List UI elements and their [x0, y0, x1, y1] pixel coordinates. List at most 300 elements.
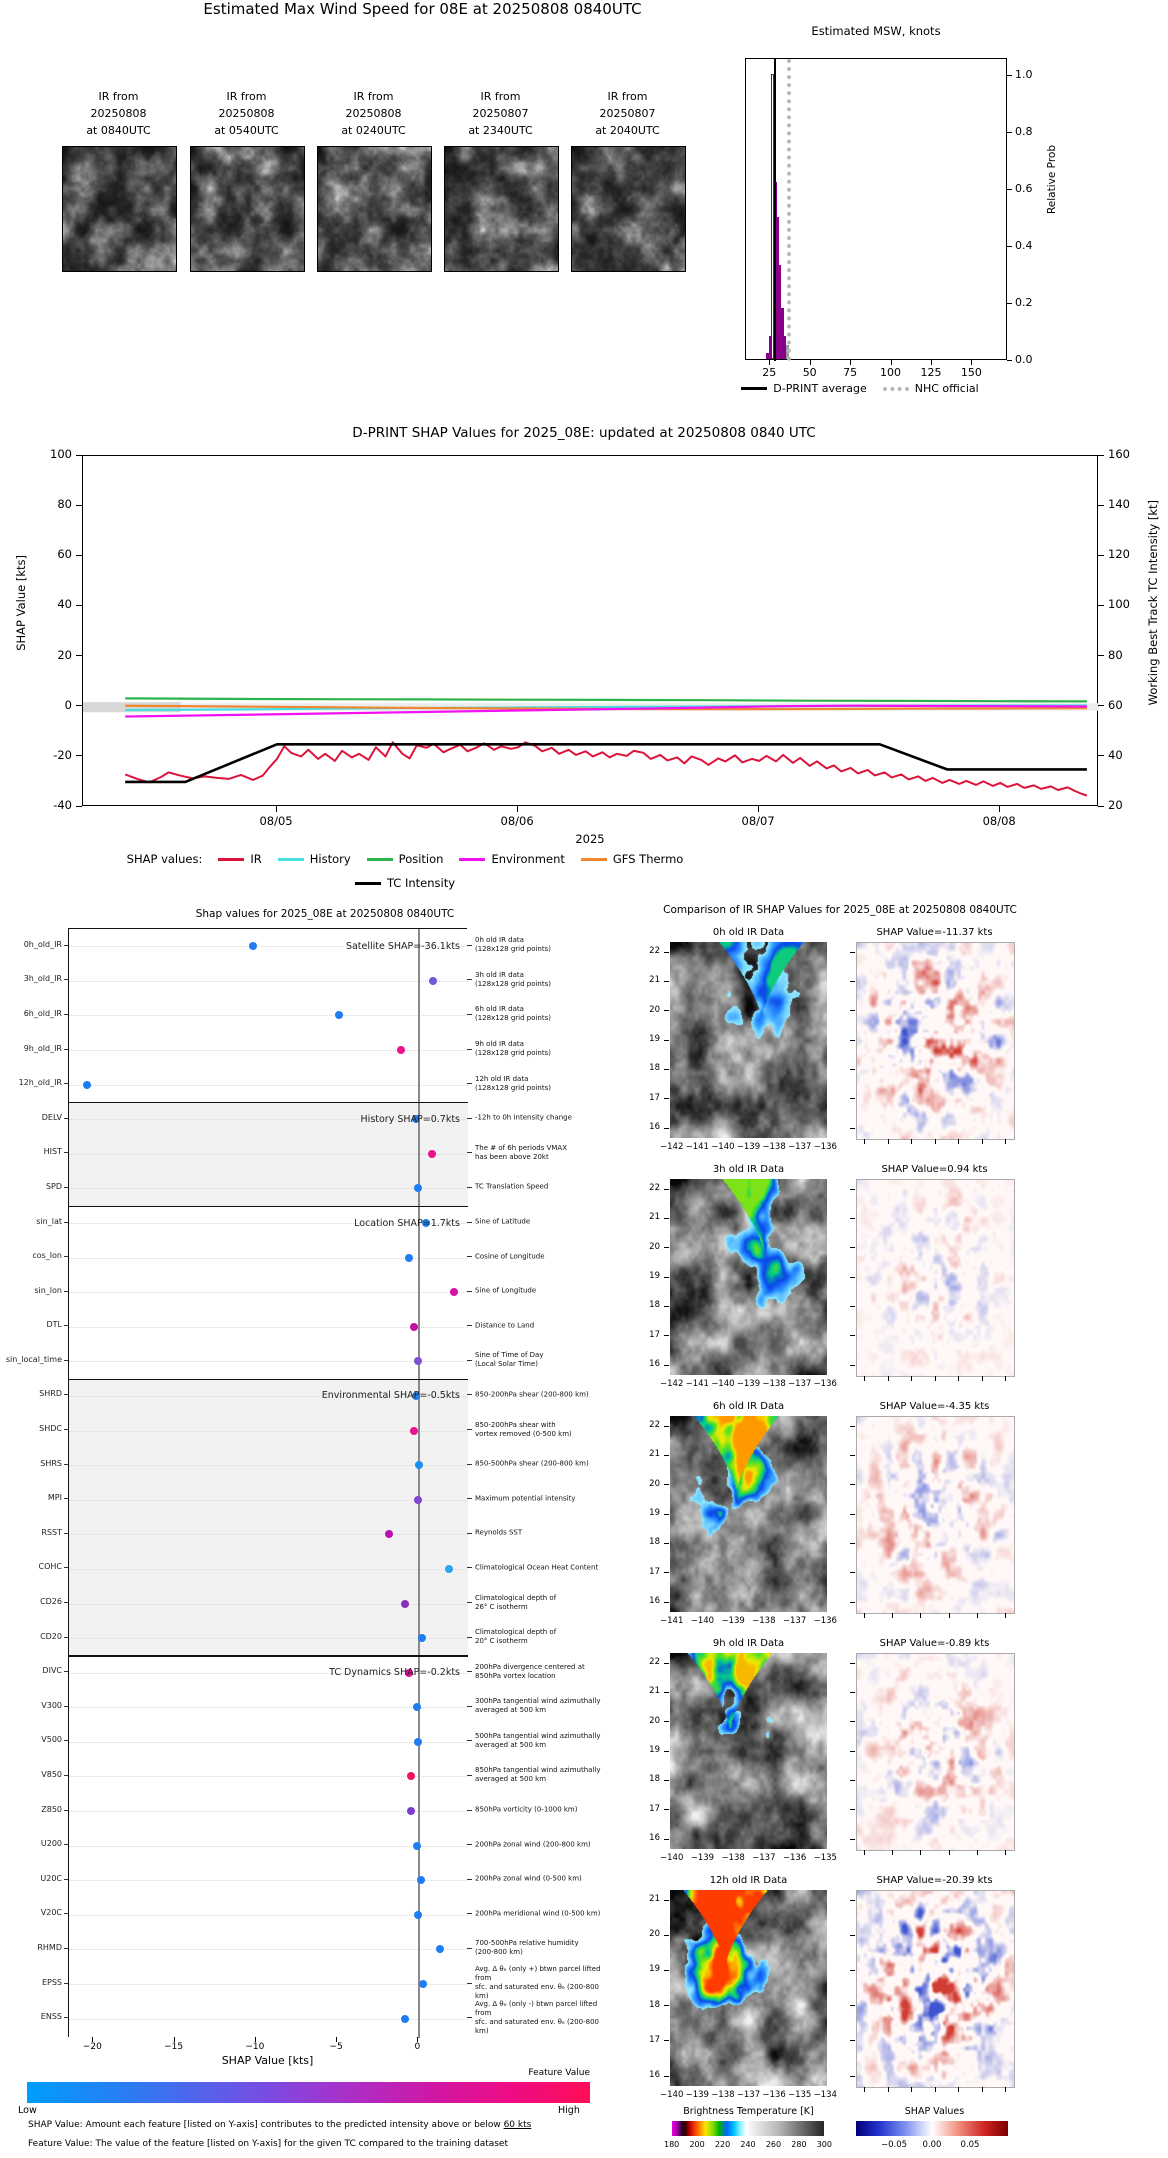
longitude-tick-label: −138 — [762, 1379, 786, 1389]
dotplot-xtick-label: 0 — [414, 2042, 421, 2052]
longitude-tick-label: −139 — [690, 1853, 715, 1863]
histogram-xtick-mark — [769, 360, 770, 365]
feature-description-line: 3h old IR data — [475, 970, 524, 979]
feature-description-line: 26° C isotherm — [475, 1602, 528, 1611]
feature-description-line: Cosine of Longitude — [475, 1252, 545, 1261]
shap-ytick-mark — [850, 1721, 855, 1722]
longitude-tick-labels — [660, 1142, 837, 1152]
row-gridline — [69, 1569, 468, 1570]
feature-description-line: 0h old IR data — [475, 936, 524, 945]
shap-xtick-mark — [1005, 1850, 1006, 1855]
shap-dot — [397, 1046, 405, 1054]
timeseries-plot — [82, 455, 1098, 806]
section-divider — [69, 1379, 468, 1381]
latitude-tick-mark — [664, 1306, 669, 1307]
feature-description — [475, 1287, 605, 1296]
shap-xtick-mark — [958, 1139, 959, 1144]
shap-xtick-mark — [1005, 1613, 1006, 1618]
row-gridline — [69, 1327, 468, 1328]
shap-row-title: SHAP Value=-20.39 kts — [876, 1875, 993, 1886]
longitude-tick-labels — [660, 1853, 837, 1863]
ir-thumbnail-image — [317, 146, 432, 272]
feature-description — [475, 1252, 605, 1261]
ts-ytick-right-mark — [1098, 455, 1104, 456]
shap-xtick-mark — [911, 1139, 912, 1144]
ts-ytick-right-label: 60 — [1108, 697, 1123, 712]
shap-ytick-mark — [850, 1069, 855, 1070]
longitude-tick-label: −136 — [813, 1616, 837, 1626]
ts-ytick-right-label: 100 — [1108, 597, 1130, 612]
histogram-xtick-mark — [810, 360, 811, 365]
ir-row-title: 3h old IR Data — [712, 1164, 785, 1175]
shap-ytick-mark — [850, 1189, 855, 1190]
legend-swatch — [581, 858, 607, 861]
ts-xtick-mark — [758, 806, 759, 812]
feature-description — [475, 1697, 605, 1715]
legend-item — [355, 876, 455, 890]
feature-description — [475, 1909, 605, 1918]
shap-ytick-mark — [850, 1900, 855, 1901]
longitude-tick-label: −141 — [660, 1616, 684, 1626]
feature-description-line: 9h old IR data — [475, 1040, 524, 1049]
feature-description — [475, 1321, 605, 1330]
row-gridline — [69, 1431, 468, 1432]
longitude-tick-label: −134 — [813, 2090, 837, 2100]
shap-xtick-mark — [892, 1850, 893, 1855]
section-header: History SHAP=0.7kts — [360, 1113, 460, 1125]
longitude-tick-label: −140 — [711, 1142, 735, 1152]
row-gridline — [69, 1742, 468, 1743]
comparison-title: Comparison of IR SHAP Values for 2025_08E at 20250808 0840UTC — [663, 904, 1017, 916]
latitude-tick-mark — [664, 1514, 669, 1515]
latitude-tick-mark — [664, 981, 669, 982]
feature-description-line: 700-500hPa relative humidity — [475, 1939, 579, 1948]
legend-label: GFS Thermo — [612, 852, 684, 866]
shap-dot — [414, 1738, 422, 1746]
histogram-ytick-mark — [1007, 303, 1012, 304]
feature-description — [475, 1628, 605, 1646]
feature-tick-mark — [64, 1671, 68, 1672]
longitude-tick-label: −139 — [685, 2090, 709, 2100]
shap-ytick-mark — [850, 1455, 855, 1456]
feature-tick-mark — [64, 1879, 68, 1880]
timeseries-ylabel-left: SHAP Value [kts] — [14, 555, 28, 651]
longitude-tick-label: −136 — [813, 1379, 837, 1389]
section-background — [69, 1655, 468, 2038]
dotplot-xtick-label: −20 — [82, 2042, 102, 2052]
feature-tick-mark — [64, 1983, 68, 1984]
ts-ytick-right-label: 120 — [1108, 547, 1130, 562]
legend-swatch — [355, 882, 381, 885]
shap-xtick-mark — [1005, 1139, 1006, 1144]
feature-description — [475, 1005, 605, 1023]
ts-ytick-left-mark — [76, 655, 82, 656]
latitude-tick-mark — [664, 2076, 669, 2077]
latitude-tick-label: 16 — [649, 1596, 660, 1606]
caption-line: 20250808 — [90, 107, 147, 120]
row-gridline — [69, 1465, 468, 1466]
shap-xtick-mark — [864, 1376, 865, 1381]
feature-label: RSST — [41, 1527, 62, 1537]
timeseries-xlabel: 2025 — [575, 832, 605, 846]
histogram-ytick-mark — [1007, 246, 1012, 247]
feature-description — [475, 1460, 605, 1469]
latitude-tick-label: 20 — [649, 1929, 660, 1940]
feature-description — [475, 1494, 605, 1503]
ts-ytick-left-label: -20 — [53, 747, 72, 762]
shap-row-title: SHAP Value=0.94 kts — [881, 1164, 988, 1175]
caption-line: IR from — [480, 90, 521, 103]
latitude-tick-mark — [664, 1721, 669, 1722]
feature-description — [475, 1040, 605, 1058]
ts-ytick-left-mark — [76, 505, 82, 506]
legend-swatch — [278, 858, 304, 861]
feature-value-colorbar — [27, 2082, 590, 2103]
feature-tick-mark — [64, 1360, 68, 1361]
feature-description-line: 850hPa vortex location — [475, 1671, 556, 1680]
ir-thumbnail-image — [571, 146, 686, 272]
ts-ytick-left-label: 40 — [57, 597, 72, 612]
caption-line: at 2340UTC — [468, 124, 533, 137]
shap-xtick-mark — [982, 1376, 983, 1381]
ts-ytick-right-mark — [1098, 505, 1104, 506]
ir-thumbnail-caption — [571, 88, 684, 139]
shap-ytick-mark — [850, 1543, 855, 1544]
feature-description-line: TC Translation Speed — [475, 1182, 549, 1191]
feature-label: sin_lat — [36, 1216, 62, 1226]
latitude-tick-label: 22 — [649, 1420, 660, 1430]
histogram-ytick-mark — [1007, 189, 1012, 190]
shap-ytick-mark — [850, 1935, 855, 1936]
histogram-ytick-mark — [1007, 360, 1012, 361]
ir-row-title: 9h old IR Data — [712, 1638, 785, 1649]
ts-ytick-right-label: 40 — [1108, 747, 1123, 762]
feature-description-line: 300hPa tangential wind azimuthally — [475, 1697, 601, 1706]
feature-description-line: 850hPa tangential wind azimuthally — [475, 1766, 601, 1775]
ts-ytick-left-label: 20 — [57, 647, 72, 662]
feature-label: V850 — [41, 1769, 62, 1779]
timeseries-legend-row2 — [120, 876, 690, 890]
longitude-tick-label: −141 — [685, 1142, 709, 1152]
feature-description-line: -12h to 0h Intensity change — [475, 1113, 572, 1122]
feature-tick-mark — [64, 1740, 68, 1741]
caption-line: 20250807 — [599, 107, 656, 120]
ts-ytick-right-mark — [1098, 705, 1104, 706]
shap-ytick-mark — [850, 1247, 855, 1248]
feature-description-line: 200hPa divergence centered at — [475, 1662, 585, 1671]
shap-xtick-mark — [977, 1613, 978, 1618]
ir-row-title: 12h old IR Data — [709, 1875, 788, 1886]
ir-row-title: 6h old IR Data — [712, 1401, 785, 1412]
dotplot-title: Shap values for 2025_08E at 20250808 0840UTC — [195, 908, 455, 920]
feature-label: cos_lon — [32, 1251, 62, 1261]
shap-xtick-mark — [888, 1139, 889, 1144]
histogram-xtick-mark — [971, 360, 972, 365]
longitude-tick-label: −140 — [660, 2090, 684, 2100]
shap-ytick-mark — [850, 1306, 855, 1307]
shap-ytick-mark — [850, 952, 855, 953]
section-divider — [69, 1655, 468, 1657]
legend-item — [278, 852, 351, 866]
feature-tick-mark — [64, 1152, 68, 1153]
timeseries-title: D-PRINT SHAP Values for 2025_08E: updated at 20250808 0840 UTC — [352, 425, 816, 441]
feature-description — [475, 1732, 605, 1750]
feature-description-line: 850-500hPa shear (200-800 km) — [475, 1459, 589, 1468]
ts-ytick-right-mark — [1098, 555, 1104, 556]
zero-line — [418, 929, 419, 2038]
bt-colorbar-label: Brightness Temperature [K] — [683, 2106, 814, 2117]
latitude-tick-label: 21 — [649, 1449, 660, 1460]
shap-xtick-mark — [977, 1850, 978, 1855]
longitude-tick-label: −137 — [752, 1853, 776, 1863]
caption-line: at 0540UTC — [214, 124, 279, 137]
shap-xtick-mark — [888, 2087, 889, 2092]
feature-label: 0h_old_IR — [23, 939, 62, 949]
dotplot-xtick-label: −15 — [164, 2042, 184, 2052]
shap-ytick-mark — [850, 2005, 855, 2006]
shap-map-image — [856, 1890, 1015, 2088]
bt-tick-label: 240 — [740, 2140, 756, 2149]
feature-label: CD26 — [40, 1597, 62, 1606]
latitude-tick-mark — [664, 1809, 669, 1810]
feature-tick-mark — [64, 1637, 68, 1638]
longitude-tick-label: −142 — [660, 1379, 684, 1389]
feature-description-line: (Local Solar Time) — [475, 1360, 539, 1369]
feature-description-line: Climatological depth of — [475, 1628, 557, 1637]
longitude-tick-label: −140 — [660, 1853, 684, 1863]
feature-tick-mark — [64, 1810, 68, 1811]
shap-cb-tick-label: −0.05 — [880, 2140, 908, 2150]
feature-description-line: 20° C isotherm — [475, 1637, 528, 1646]
shap-ytick-mark — [850, 981, 855, 982]
feature-description — [475, 1114, 605, 1123]
ts-ytick-left-mark — [76, 806, 82, 807]
legend-item — [581, 852, 683, 866]
feature-label: DIVC — [42, 1666, 62, 1676]
legend-swatch — [367, 858, 393, 861]
ir-thumbnail-image — [444, 146, 559, 272]
feature-tick-mark — [64, 1775, 68, 1776]
shap-ytick-mark — [850, 1365, 855, 1366]
ts-ytick-right-label: 20 — [1108, 798, 1123, 812]
row-gridline — [69, 1846, 468, 1847]
latitude-tick-label: 20 — [649, 1241, 660, 1252]
shap-xtick-mark — [911, 2087, 912, 2092]
histogram-ytick-label: 0.0 — [1015, 353, 1033, 366]
shap-dot — [414, 1911, 422, 1919]
latitude-tick-mark — [664, 1839, 669, 1840]
histogram-ytick-label: 1.0 — [1015, 68, 1033, 82]
histogram-xtick-label: 125 — [920, 366, 942, 379]
feature-label: EPSS — [41, 1977, 62, 1987]
row-gridline — [69, 1707, 468, 1708]
shap-xtick-mark — [982, 2087, 983, 2092]
latitude-tick-label: 21 — [649, 1212, 660, 1223]
feature-description-line: 200hPa meridional wind (0-500 km) — [475, 1909, 601, 1918]
shap-ytick-mark — [850, 1040, 855, 1041]
ts-ytick-right-mark — [1098, 806, 1104, 807]
legend-swatch — [741, 387, 767, 390]
longitude-tick-label: −135 — [813, 1853, 837, 1863]
shap-map-image — [856, 1416, 1015, 1614]
longitude-tick-labels — [660, 2090, 837, 2100]
dotplot-xlabel: SHAP Value [kts] — [221, 2054, 314, 2067]
ts-ytick-right-mark — [1098, 605, 1104, 606]
latitude-tick-mark — [664, 1247, 669, 1248]
shap-xtick-mark — [920, 1613, 921, 1618]
latitude-tick-label: 19 — [649, 1271, 660, 1281]
timeseries-legend-row1 — [120, 852, 690, 866]
latitude-tick-label: 18 — [649, 1300, 660, 1311]
feature-description — [475, 1563, 605, 1572]
shap-ytick-mark — [850, 1572, 855, 1573]
caption-line: IR from — [353, 90, 394, 103]
feature-description-line: (128x128 grid points) — [475, 945, 551, 954]
ts-ytick-right-mark — [1098, 655, 1104, 656]
latitude-tick-label: 16 — [649, 1359, 660, 1369]
ir-thumbnail-image — [62, 146, 177, 272]
shap-xtick-mark — [958, 2087, 959, 2092]
longitude-tick-label: −136 — [782, 1853, 807, 1863]
longitude-tick-label: −137 — [787, 1142, 812, 1152]
row-gridline — [69, 1949, 468, 1950]
longitude-tick-label: −140 — [711, 1379, 735, 1389]
latitude-tick-label: 22 — [649, 1183, 660, 1193]
latitude-tick-label: 19 — [649, 1964, 660, 1975]
legend-label: IR — [250, 852, 262, 866]
feature-tick-mark — [64, 1913, 68, 1914]
longitude-tick-label: −138 — [752, 1616, 776, 1626]
nhc-official-line — [787, 59, 791, 361]
timeseries-ylabel-right: Working Best Track TC Intensity [kt] — [1146, 500, 1160, 706]
feature-label: 9h_old_IR — [23, 1043, 62, 1053]
ts-ytick-left-mark — [76, 455, 82, 456]
ts-ytick-left-mark — [76, 555, 82, 556]
shap-xtick-mark — [1005, 2087, 1006, 2092]
latitude-tick-label: 21 — [649, 1894, 660, 1904]
feature-description-line: 850-200hPa shear (200-800 km) — [475, 1390, 589, 1399]
feature-tick-mark — [64, 1533, 68, 1534]
shap-ytick-mark — [850, 1098, 855, 1099]
latitude-tick-mark — [664, 952, 669, 953]
latitude-tick-label: 18 — [649, 1537, 660, 1548]
row-gridline — [69, 1015, 468, 1016]
longitude-tick-label: −137 — [736, 2090, 761, 2100]
row-gridline — [69, 981, 468, 982]
ts-xtick-label: 08/08 — [982, 814, 1016, 828]
ir-data-image — [670, 1416, 827, 1612]
shap-ytick-mark — [850, 1128, 855, 1129]
latitude-tick-mark — [664, 1970, 669, 1971]
latitude-tick-mark — [664, 1218, 669, 1219]
feature-description-line: Avg. Δ θₑ (only +) btwn parcel lifted from — [475, 1965, 601, 1982]
feature-description-line: Distance to Land — [475, 1321, 535, 1330]
histogram-plot — [745, 58, 1007, 360]
ir-thumbnail-image — [190, 146, 305, 272]
longitude-tick-label: −138 — [762, 1142, 786, 1152]
section-header: TC Dynamics SHAP=-0.2kts — [329, 1667, 460, 1679]
feature-label: U200 — [40, 1839, 62, 1849]
dotplot-xtick-label: −10 — [245, 2042, 265, 2052]
shap-xtick-mark — [935, 1376, 936, 1381]
longitude-tick-label: −137 — [782, 1616, 807, 1626]
feature-description-line: Sine of Latitude — [475, 1217, 531, 1226]
shap-dot — [413, 1842, 421, 1850]
latitude-tick-mark — [664, 1426, 669, 1427]
feature-tick-mark — [64, 2017, 68, 2018]
shap-xtick-mark — [935, 2087, 936, 2092]
shap-ytick-mark — [850, 1663, 855, 1664]
feature-description — [475, 936, 605, 954]
latitude-tick-mark — [664, 1663, 669, 1664]
caption-line: IR from — [607, 90, 648, 103]
legend-title: SHAP values: — [126, 852, 203, 866]
latitude-tick-label: 16 — [649, 1122, 660, 1132]
feature-label: 6h_old_IR — [23, 1008, 62, 1018]
bt-tick-label: 260 — [765, 2140, 782, 2149]
bt-tick-label: 280 — [791, 2140, 807, 2149]
latitude-tick-mark — [664, 2005, 669, 2006]
shap-dot — [401, 2015, 409, 2023]
bt-tick-label: 220 — [714, 2140, 731, 2149]
histogram-title: Estimated MSW, knots — [811, 24, 941, 38]
longitude-tick-label: −139 — [736, 1142, 761, 1152]
ir-thumbnail-caption — [62, 88, 175, 139]
series-line — [125, 744, 1087, 782]
latitude-tick-mark — [664, 1277, 669, 1278]
legend-item — [459, 852, 564, 866]
feature-description-line: (128x128 grid points) — [475, 1049, 551, 1058]
shap-ytick-mark — [850, 1335, 855, 1336]
longitude-tick-label: −141 — [685, 1379, 709, 1389]
shap-xtick-mark — [864, 1613, 865, 1618]
legend-item — [883, 382, 979, 395]
latitude-tick-mark — [664, 1543, 669, 1544]
feature-description-line: 200hPa zonal wind (200-800 km) — [475, 1840, 591, 1849]
ir-thumbnail-caption — [444, 88, 557, 139]
latitude-tick-label: 19 — [649, 1508, 660, 1518]
row-gridline — [69, 1880, 468, 1881]
feature-label: V500 — [41, 1735, 62, 1745]
feature-description-line: sfc. and saturated env. θₑ (200-800 km) — [475, 1983, 600, 2000]
feature-label: V300 — [41, 1700, 62, 1710]
feature-description-line: 500hPa tangential wind azimuthally — [475, 1731, 601, 1740]
row-gridline — [69, 1085, 468, 1086]
histogram-xtick-label: 25 — [762, 366, 777, 379]
latitude-tick-label: 18 — [649, 1999, 660, 2010]
longitude-tick-label: −136 — [813, 1142, 837, 1152]
feature-tick-mark — [64, 1498, 68, 1499]
latitude-tick-mark — [664, 1780, 669, 1781]
ts-xtick-mark — [276, 806, 277, 812]
latitude-tick-label: 17 — [649, 1803, 660, 1814]
caption-line: at 0240UTC — [341, 124, 406, 137]
shap-xtick-mark — [864, 2087, 865, 2092]
colorbar-high-label: High — [558, 2105, 580, 2116]
latitude-tick-mark — [664, 1189, 669, 1190]
feature-description-line: 12h old IR data — [475, 1074, 529, 1083]
feature-label: ENSS — [40, 2012, 62, 2022]
latitude-tick-label: 20 — [649, 1478, 660, 1489]
legend-item — [367, 852, 444, 866]
feature-tick-mark — [64, 1706, 68, 1707]
latitude-tick-label: 18 — [649, 1774, 660, 1785]
ts-xtick-label: 08/07 — [741, 814, 775, 828]
feature-description — [475, 1663, 605, 1681]
latitude-tick-label: 16 — [649, 1833, 660, 1843]
legend-label: D-PRINT average — [773, 382, 867, 395]
shap-colorbar-label: SHAP Values — [904, 2106, 965, 2117]
